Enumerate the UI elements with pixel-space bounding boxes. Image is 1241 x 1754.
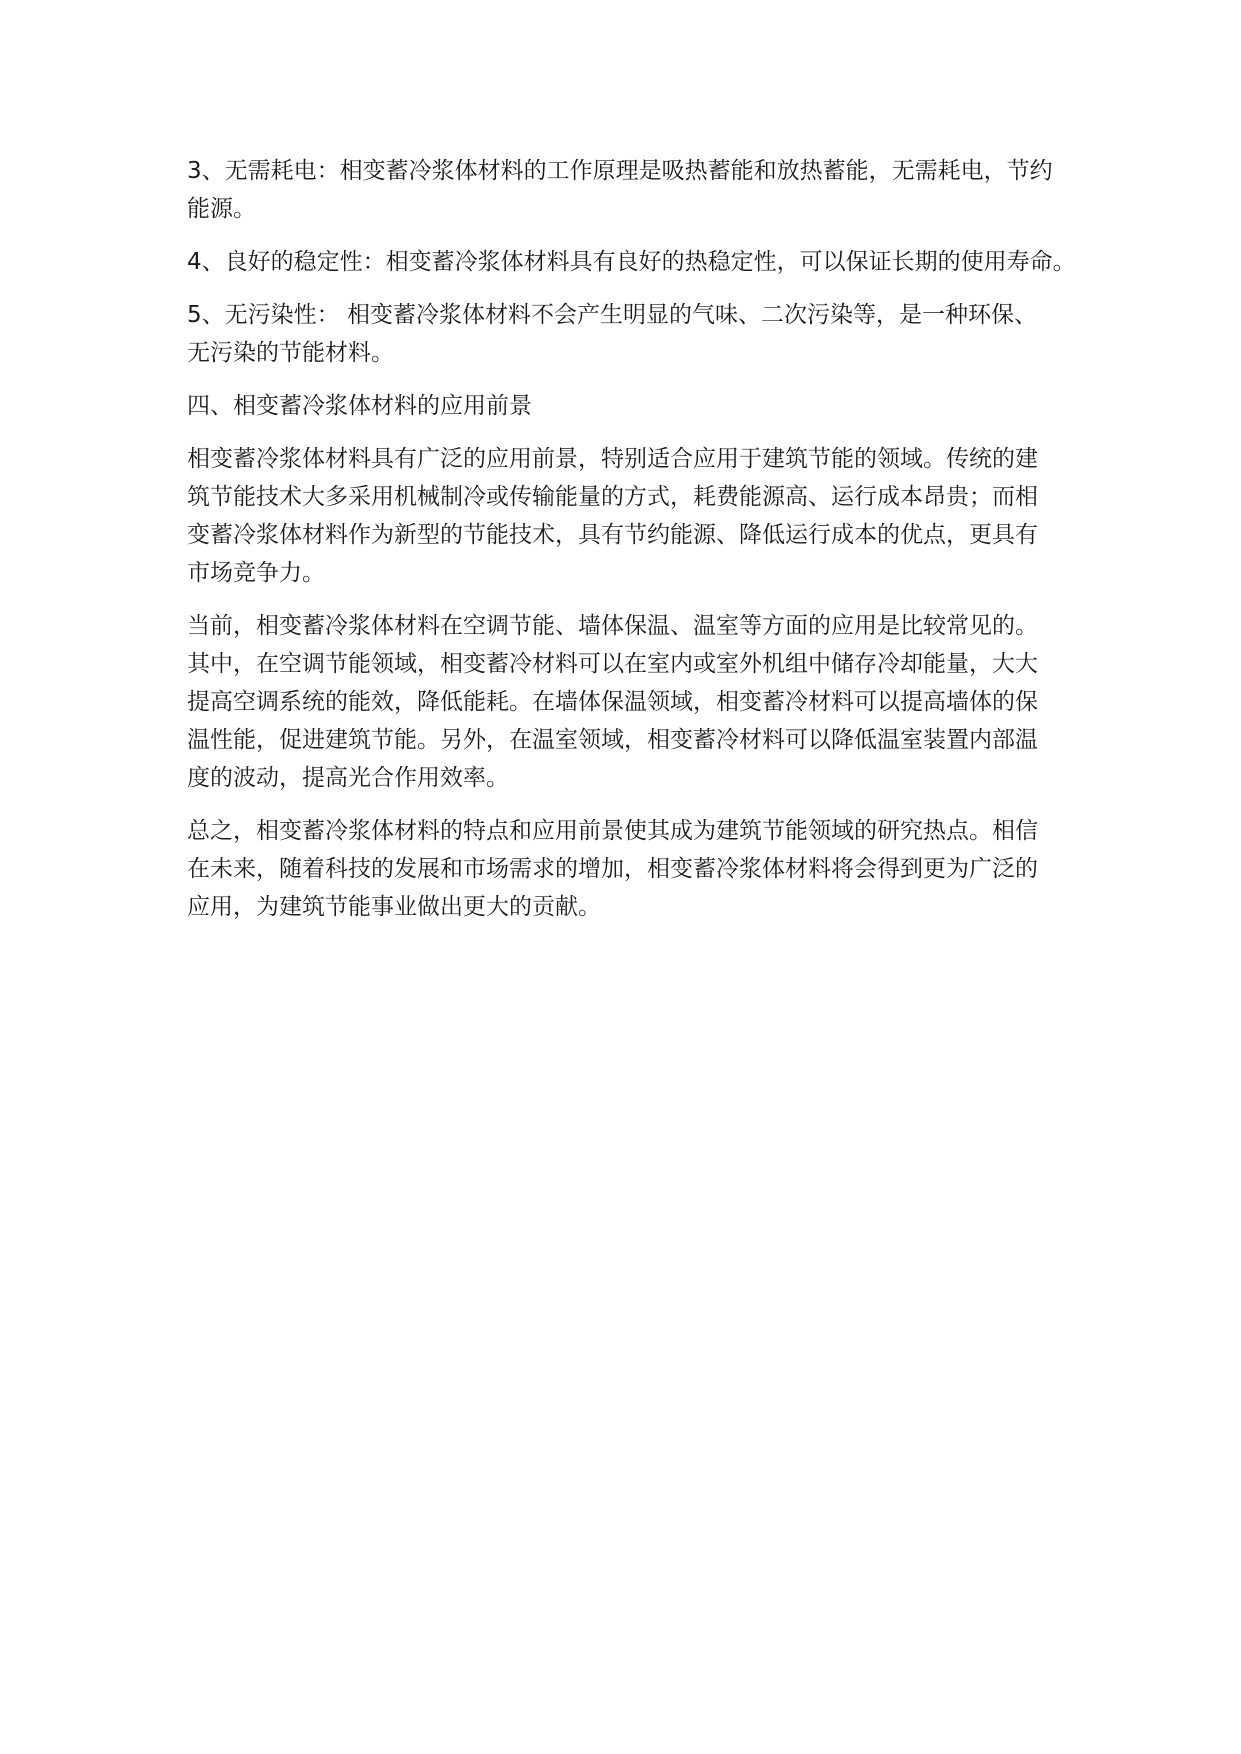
text-line: 应用，为建筑节能事业做出更大的贡献。: [187, 894, 601, 920]
text-line: 筑节能技术大多采用机械制冷或传输能量的方式，耗费能源高、运行成本昂贵；而相: [187, 484, 1038, 510]
section-heading-text: 四、相变蓄冷浆体材料的应用前景: [187, 393, 532, 419]
paragraph-conclusion: [187, 812, 1067, 926]
text-line: 在未来，随着科技的发展和市场需求的增加，相变蓄冷浆体材料将会得到更为广泛的: [187, 856, 1038, 882]
text-line: 变蓄冷浆体材料作为新型的节能技术，具有节约能源、降低运行成本的优点，更具有: [187, 522, 1038, 548]
list-item-no-pollution: [187, 296, 1067, 372]
text-line: 相变蓄冷浆体材料具有广泛的应用前景，特别适合应用于建筑节能的领域。传统的建: [187, 446, 1038, 472]
list-item-stability: [187, 243, 1076, 281]
list-item-no-power: [187, 152, 1067, 228]
text-line: 5、无污染性： 相变蓄冷浆体材料不会产生明显的气味、二次污染等，是一种环保、: [187, 302, 1037, 328]
paragraph-current-applications: [187, 607, 1067, 797]
text-line: 3、无需耗电：相变蓄冷浆体材料的工作原理是吸热蓄能和放热蓄能，无需耗电，节约: [187, 158, 1053, 184]
text-line: 其中，在空调节能领域，相变蓄冷材料可以在室内或室外机组中储存冷却能量，大大: [187, 651, 1038, 677]
paragraph-application-prospect: [187, 440, 1067, 592]
text-line: 市场竞争力。: [187, 560, 325, 586]
text-line: 当前，相变蓄冷浆体材料在空调节能、墙体保温、温室等方面的应用是比较常见的。: [187, 613, 1038, 639]
document-body: [187, 152, 1076, 941]
text-line: 度的波动，提高光合作用效率。: [187, 765, 509, 791]
section-heading: [187, 387, 1067, 425]
text-line: 总之，相变蓄冷浆体材料的特点和应用前景使其成为建筑节能领域的研究热点。相信: [187, 818, 1038, 844]
text-line: 能源。: [187, 196, 256, 222]
text-line: 4、良好的稳定性：相变蓄冷浆体材料具有良好的热稳定性，可以保证长期的使用寿命。: [187, 249, 1076, 275]
text-line: 温性能，促进建筑节能。另外，在温室领域，相变蓄冷材料可以降低温室装置内部温: [187, 727, 1038, 753]
text-line: 提高空调系统的能效，降低能耗。在墙体保温领域，相变蓄冷材料可以提高墙体的保: [187, 689, 1038, 715]
text-line: 无污染的节能材料。: [187, 340, 394, 366]
